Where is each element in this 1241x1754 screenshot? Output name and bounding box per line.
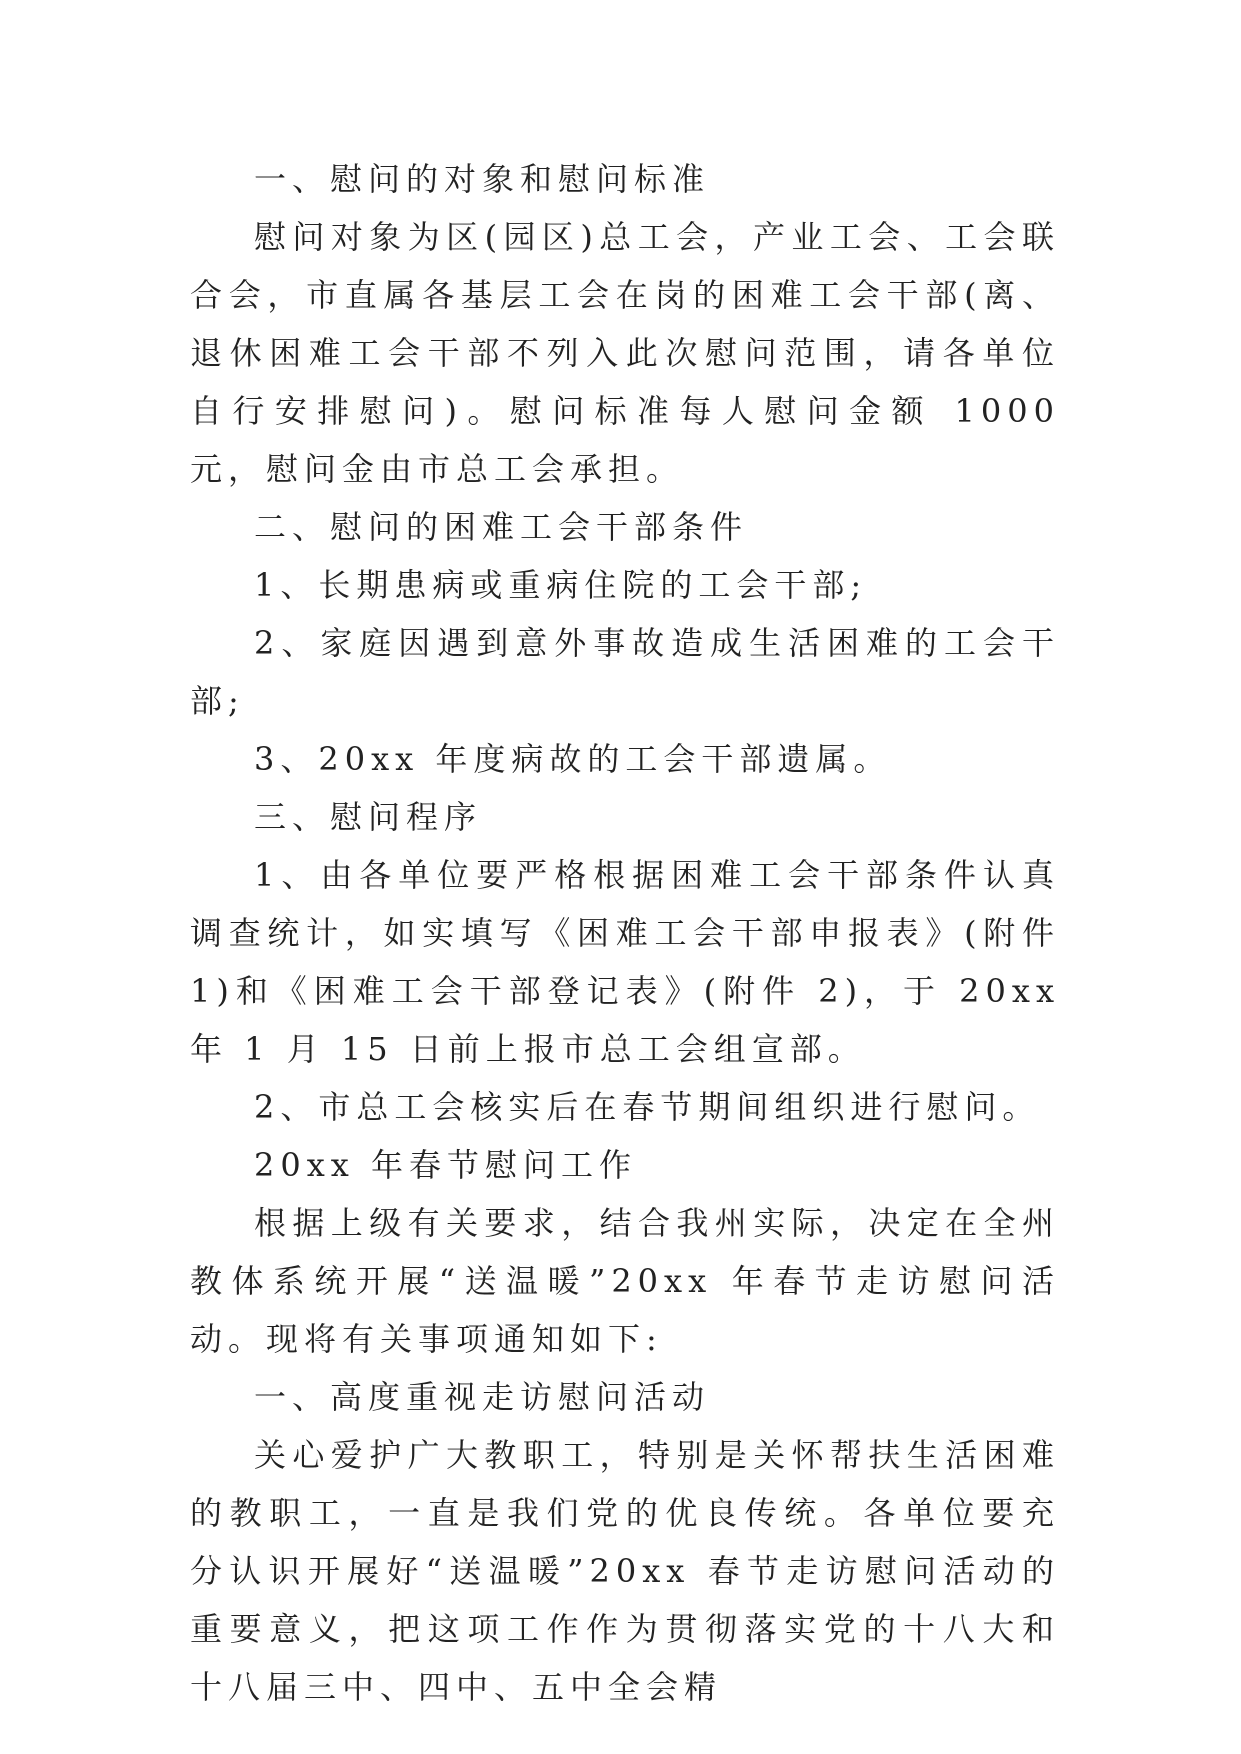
list-item-3: 3、20xx 年度病故的工会干部遗属。 (254, 740, 892, 778)
procedure-item-2: 2、市总工会核实后在春节期间组织进行慰问。 (254, 1088, 1041, 1126)
section-heading-1: 一、慰问的对象和慰问标准 (254, 160, 711, 198)
list-item-2: 2、家庭因遇到意外事故造成生活困难的工会干部; (190, 624, 1060, 720)
list-item-1: 1、长期患病或重病住院的工会干部; (254, 566, 868, 604)
procedure-item-1: 1、由各单位要严格根据困难工会干部条件认真调查统计，如实填写《困难工会干部申报表》(附件 1)和《困难工会干部登记表》(附件 2)，于 20xx 年 1 月 15 日前上报市总工会组宣部。 (190, 856, 1060, 1068)
paragraph-notice: 根据上级有关要求，结合我州实际，决定在全州教体系统开展“送温暖”20xx 年春节走访慰问活动。现将有关事项通知如下: (190, 1204, 1060, 1358)
document-body (190, 150, 1060, 1716)
document-subtitle: 20xx 年春节慰问工作 (254, 1146, 637, 1184)
paragraph-recipients: 慰问对象为区(园区)总工会，产业工会、工会联合会，市直属各基层工会在岗的困难工会干部(离、退休困难工会干部不列入此次慰问范围，请各单位自行安排慰问)。慰问标准每人慰问金额 1000 元，慰问金由市总工会承担。 (190, 218, 1060, 488)
paragraph-importance: 关心爱护广大教职工，特别是关怀帮扶生活困难的教职工，一直是我们党的优良传统。各单位要充分认识开展好“送温暖”20xx 春节走访慰问活动的重要意义，把这项工作作为贯彻落实党的十八大和十八届三中、四中、五中全会精 (190, 1436, 1060, 1706)
section-heading-3: 三、慰问程序 (254, 798, 483, 836)
section-heading-2: 二、慰问的困难工会干部条件 (254, 508, 749, 546)
section-heading-4: 一、高度重视走访慰问活动 (254, 1378, 711, 1416)
